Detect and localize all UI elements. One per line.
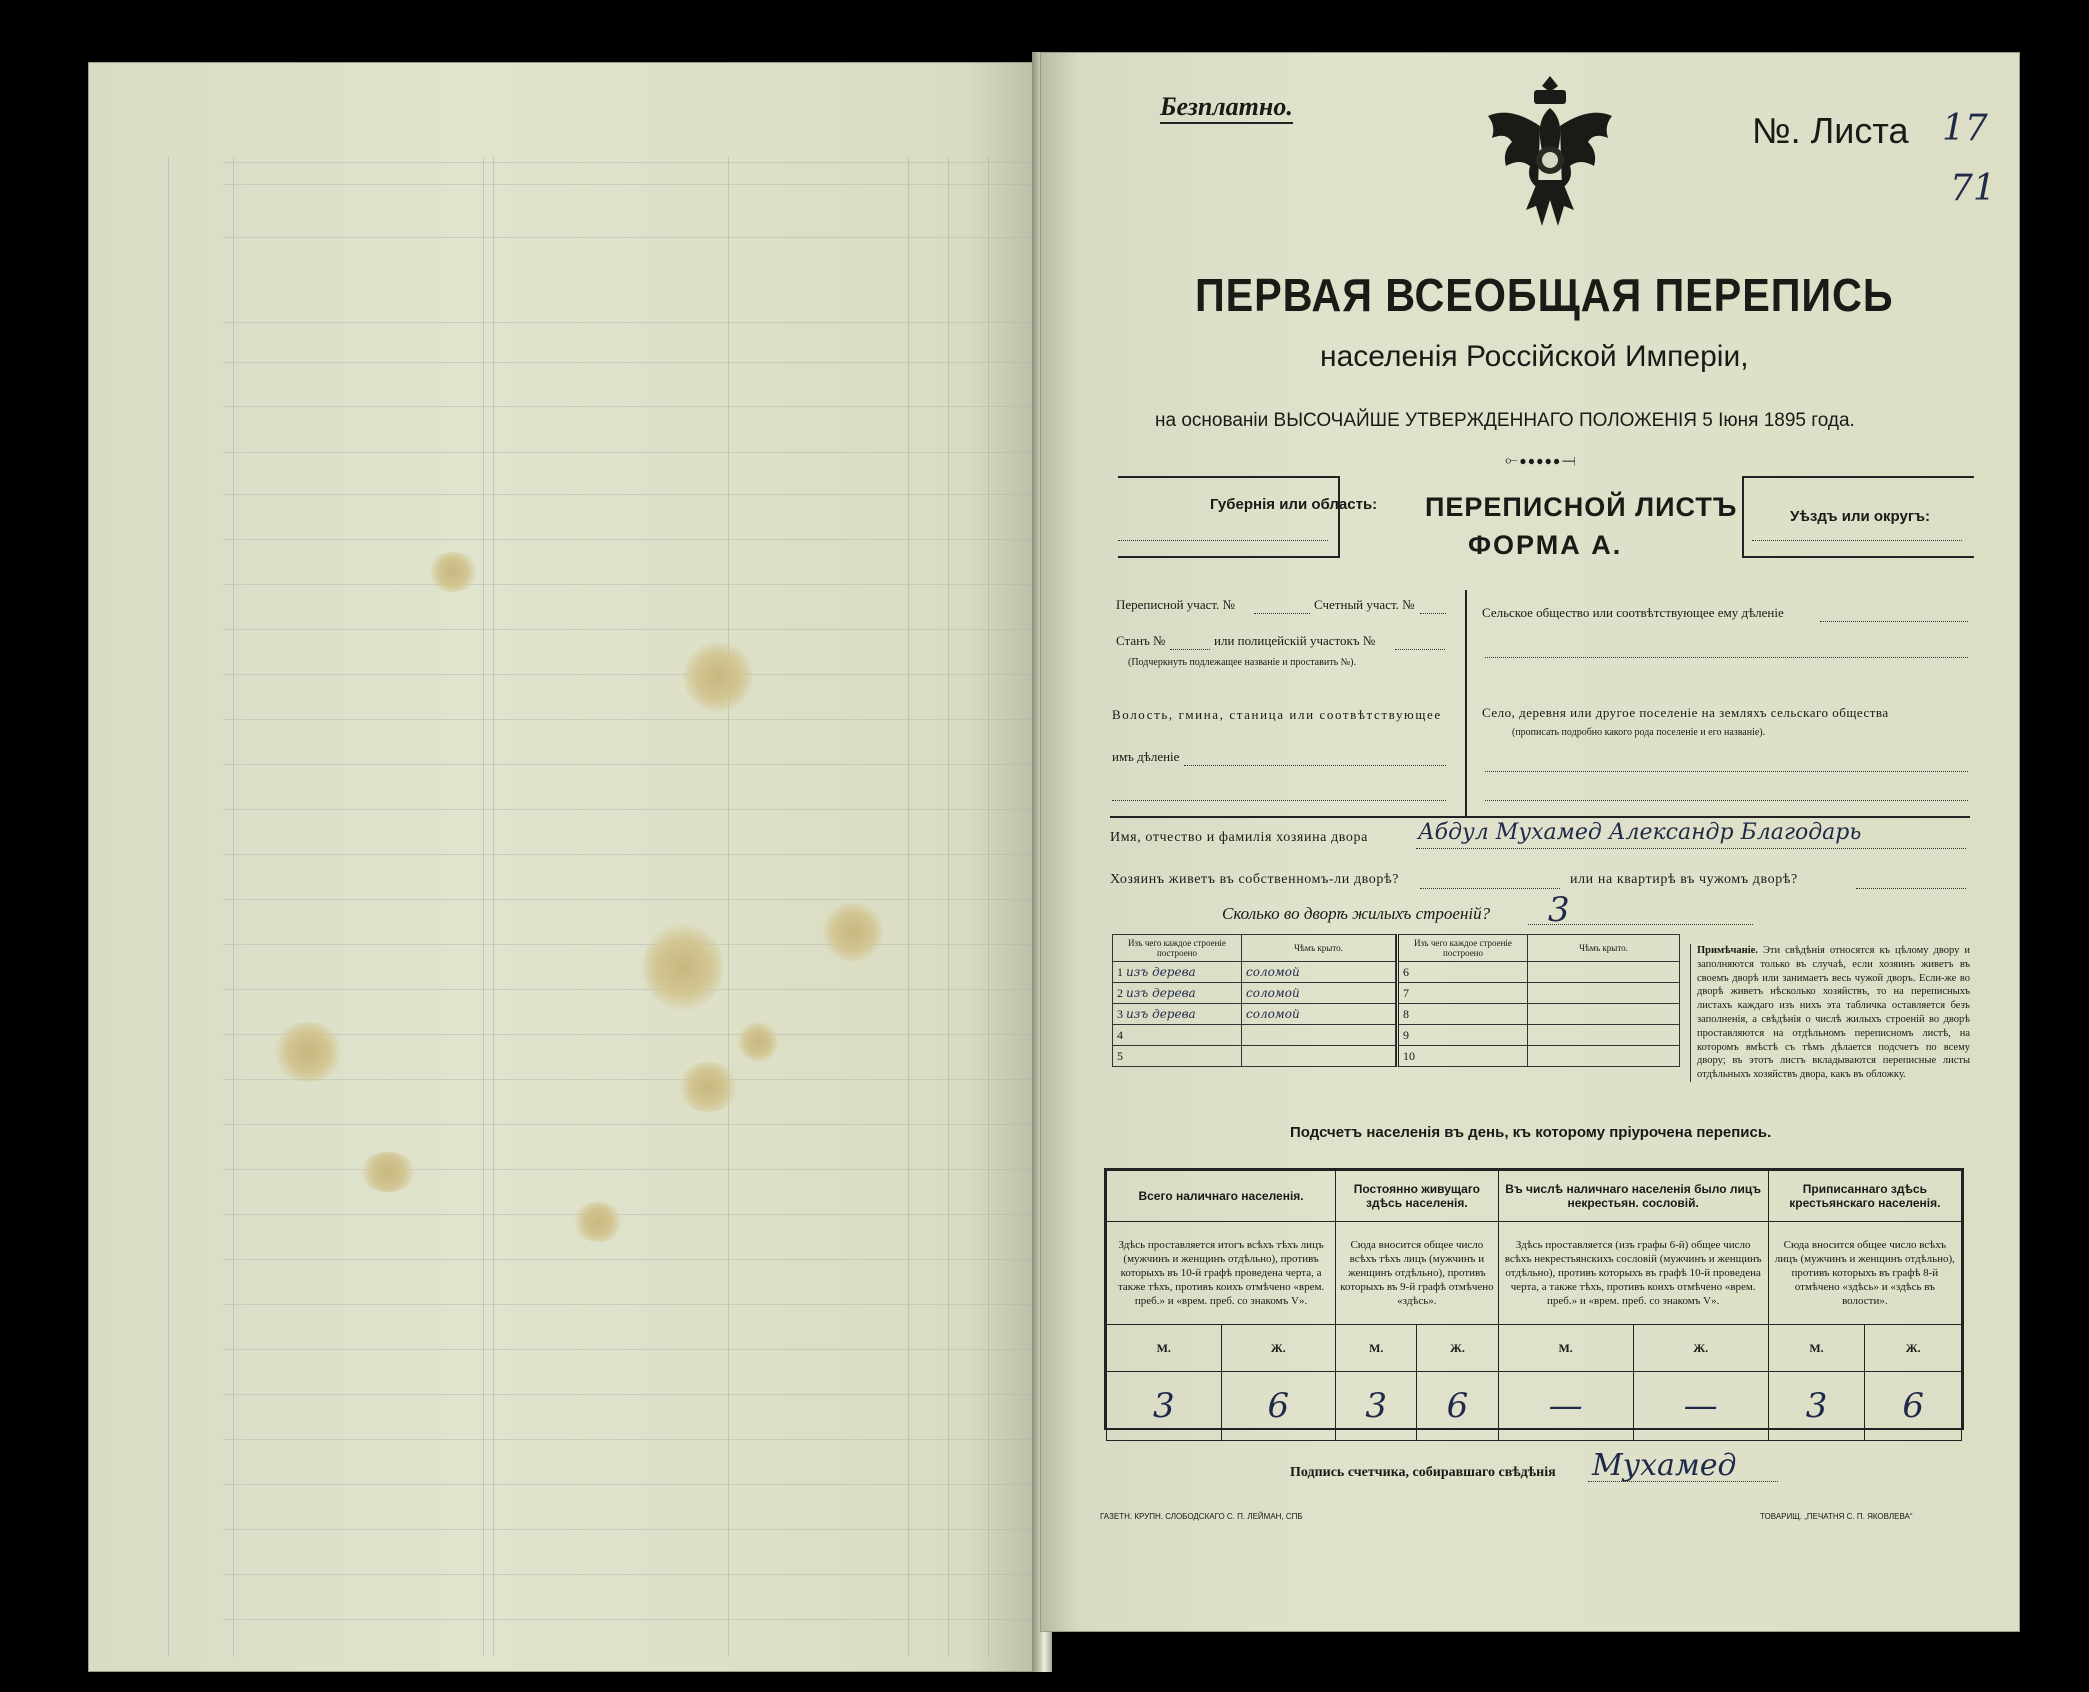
gubernia-label: Губернія или область: bbox=[1210, 496, 1378, 513]
note-block bbox=[1690, 944, 1970, 1082]
peasant-male: 3 bbox=[1768, 1372, 1865, 1441]
owner-name-value: Абдул Мухамед Александр Благодарь bbox=[1418, 820, 1862, 845]
signature-label: Подпись счетчика, собиравшаго свѣдѣнія bbox=[1290, 1465, 1556, 1480]
table-row: 6 bbox=[1398, 962, 1680, 983]
rural-society-label: Сельское общество или соотвѣтствующее ему дѣленіе bbox=[1482, 605, 1784, 620]
enumerator-signature: Мухамед bbox=[1592, 1448, 1737, 1483]
sheet-number-value: 17 bbox=[1942, 108, 1988, 149]
table-row: 1 изъ дерева соломой bbox=[1113, 962, 1396, 983]
census-basis: на основаніи ВЫСОЧАЙШЕ УТВЕРЖДЕННАГО ПОЛОЖЕНІЯ 5 Іюня 1895 года. bbox=[1155, 410, 1855, 431]
table-row: 4 bbox=[1113, 1025, 1396, 1046]
volost-label: Волость, гмина, станица или соотвѣтствующее bbox=[1112, 707, 1442, 722]
uezd-label: Уѣздъ или округъ: bbox=[1790, 508, 1931, 525]
buildings-table: Изъ чего каждое строеніе построено Чѣмъ крыто. 1 изъ дерева соломой 2 изъ дерева соломой 3 изъ дерева соломой 4 5 Изъ чего каждое строеніе построено Чѣмъ крыто. 6 7 8 9 10 bbox=[1112, 934, 1680, 1067]
census-title: ПЕРВАЯ ВСЕОБЩАЯ ПЕРЕПИСЬ bbox=[1195, 269, 1894, 321]
col-built-header: Изъ чего каждое строеніе построено bbox=[1113, 935, 1242, 962]
village-note: (прописать подробно какого рода поселеніе и его названіе). bbox=[1512, 727, 1766, 738]
stan-label: Станъ № bbox=[1116, 633, 1166, 648]
permanent-female: 6 bbox=[1417, 1372, 1498, 1441]
total-female: 6 bbox=[1221, 1372, 1336, 1441]
table-row: 8 bbox=[1398, 1004, 1680, 1025]
note-text: Эти свѣдѣнія относятся къ цѣлому двору и заполняются только въ случаѣ, если хозяинъ живетъ въ своемъ дворѣ или занимаетъ весь чужой дворъ. Если-же во дворѣ живетъ нѣсколько хозяйствъ, то на переписныхъ листахъ каждаго изъ нихъ эта табличка оставляется безъ заполненія, а свѣдѣнія о числѣ жилыхъ строеній во дворѣ проставляются на отдѣльномъ переписномъ листѣ, на которомъ вмѣстѣ съ тѣмъ дѣлается подсчетъ по всему двору; въ этотъ листъ вкладываются переписные листы отдѣльныхъ хозяйствъ двора, какъ въ обложку. bbox=[1697, 945, 1971, 1081]
table-row: 10 bbox=[1398, 1046, 1680, 1067]
table-row: 5 bbox=[1113, 1046, 1396, 1067]
left-page bbox=[88, 62, 1043, 1672]
col-roof-header: Чѣмъ крыто. bbox=[1242, 935, 1396, 962]
nonpeasant-male: — bbox=[1498, 1372, 1633, 1441]
free-label: Безплатно. bbox=[1160, 92, 1293, 124]
printer-imprint-left: ГАЗЕТН. КРУПН. СЛОБОДСКАГО С. П. ЛЕЙМАН, СПБ bbox=[1100, 1512, 1303, 1521]
police-district-label: или полицейскій участокъ № bbox=[1214, 633, 1376, 648]
summary-table: Всего наличнаго населенія. Постоянно живущаго здѣсь населенія. Въ числѣ наличнаго населенія было лицъ некрестьян. сословій. Приписаннаго здѣсь крестьянскаго населенія. Здѣсь проставляется итогъ всѣхъ тѣхъ лицъ (мужчинъ и женщинъ отдѣльно), противъ которыхъ въ 10-й графѣ проведена черта, а также тѣхъ, противъ коихъ отмѣчено «врем. преб.» и «врем. преб. со знакомъ V». Сюда вносится общее число всѣхъ тѣхъ лицъ (мужчинъ и женщинъ отдѣльно), противъ которыхъ въ 9-й графѣ отмѣчено «здѣсь». Здѣсь проставляется (изъ графы 6-й) общее число всѣхъ некрестьянскихъ сословій (мужчинъ и женщинъ отдѣльно), противъ которыхъ въ графѣ 10-й проведена черта, а также тѣхъ, противъ коихъ отмѣчено «врем. преб.» и «врем. преб. со знакомъ V». Сюда вносится общее число всѣхъ лицъ (мужчинъ и женщинъ отдѣльно), противъ которыхъ въ графѣ 8-й отмѣчено «здѣсь» и «здѣсь въ волости». М. Ж. М. Ж. М. Ж. М. Ж. 3 6 3 6 — — 3 6 bbox=[1104, 1168, 1964, 1430]
village-label: Село, деревня или другое поселеніе на земляхъ сельскаго общества bbox=[1482, 705, 1889, 720]
table-row: 9 bbox=[1398, 1025, 1680, 1046]
counting-district-label: Счетный участ. № bbox=[1314, 597, 1415, 612]
imperial-eagle-emblem bbox=[1480, 68, 1620, 248]
table-row: 2 изъ дерева соломой bbox=[1113, 983, 1396, 1004]
nonpeasant-female: — bbox=[1633, 1372, 1768, 1441]
total-male: 3 bbox=[1107, 1372, 1222, 1441]
form-title-1: ПЕРЕПИСНОЙ ЛИСТЪ bbox=[1425, 492, 1738, 522]
printer-imprint-right: ТОВАРИЩ. „ПЕЧАТНЯ С. П. ЯКОВЛЕВА“ bbox=[1760, 1512, 1913, 1521]
summary-values-row bbox=[1107, 1372, 1962, 1441]
peasant-female: 6 bbox=[1865, 1372, 1962, 1441]
form-title-2: ФОРМА А. bbox=[1468, 530, 1623, 560]
summary-title: Подсчетъ населенія въ день, къ которому пріурочена перепись. bbox=[1290, 1124, 1772, 1141]
buildings-count-label: Сколько во дворѣ жилыхъ строеній? bbox=[1222, 904, 1491, 923]
volost-label-2: имъ дѣленіе bbox=[1112, 749, 1180, 764]
owner-lives-label: Хозяинъ живетъ въ собственномъ-ли дворѣ? bbox=[1110, 872, 1400, 887]
ornament-divider: ⟜⦁⦁⦁⦁⦁⟞ bbox=[1505, 452, 1578, 469]
permanent-male: 3 bbox=[1336, 1372, 1417, 1441]
census-subtitle: населенія Россійской Имперіи, bbox=[1320, 340, 1749, 373]
owner-apartment-label: или на квартирѣ въ чужомъ дворѣ? bbox=[1570, 872, 1798, 887]
census-district-label: Переписной участ. № bbox=[1116, 597, 1235, 612]
owner-name-label: Имя, отчество и фамилія хозяина двора bbox=[1110, 830, 1368, 845]
buildings-count-value: 3 bbox=[1548, 890, 1570, 930]
sheet-number-label: №. Листа bbox=[1752, 110, 1909, 151]
table-row: 3 изъ дерева соломой bbox=[1113, 1004, 1396, 1025]
table-row: 7 bbox=[1398, 983, 1680, 1004]
underline-note: (Подчеркнуть подлежащее названіе и проставить №). bbox=[1128, 657, 1356, 668]
note-label: Примѣчаніе. bbox=[1697, 945, 1758, 956]
sheet-number-extra: 71 bbox=[1950, 168, 1996, 209]
